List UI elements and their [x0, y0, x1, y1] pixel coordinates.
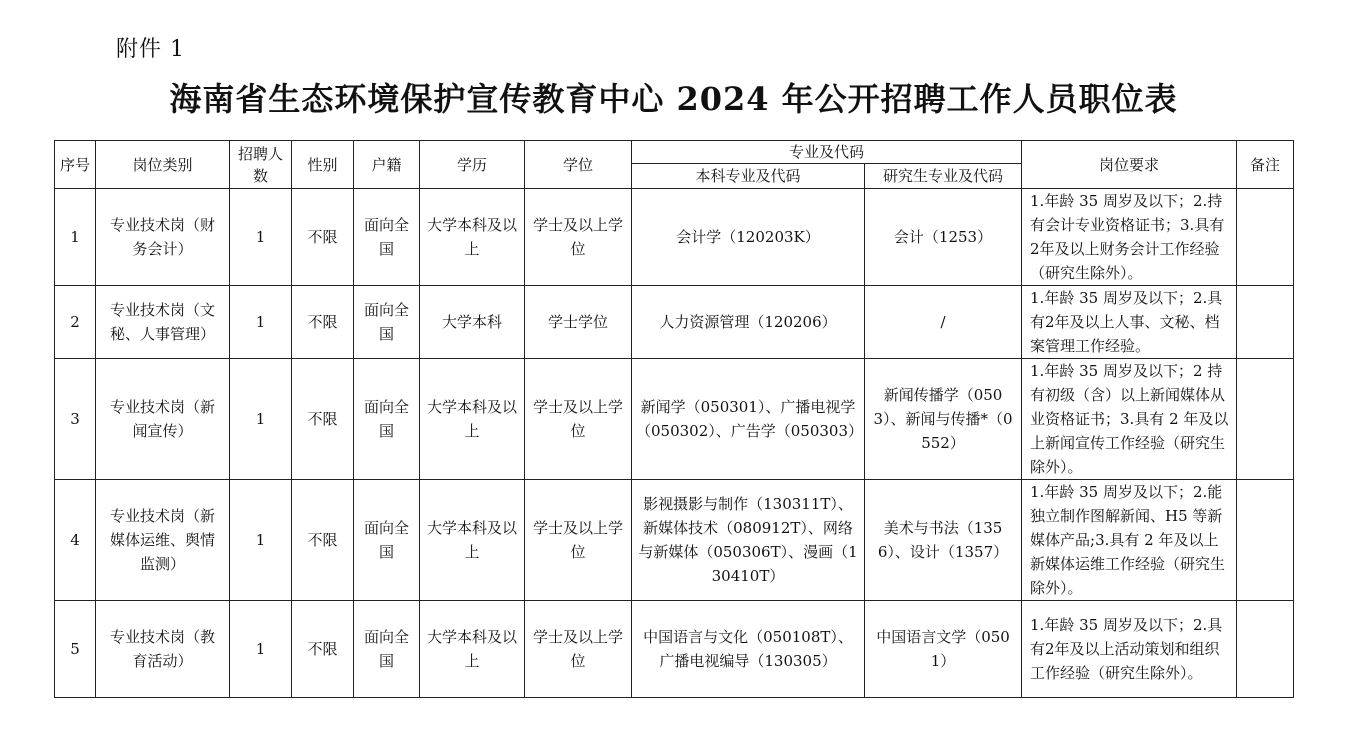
table-row	[55, 480, 1294, 601]
cell-requirements: 1.年龄 35 周岁及以下；2 持有初级（含）以上新闻媒体从业资格证书；3.具有 2 年及以上新闻宣传工作经验（研究生除外）。	[1022, 359, 1237, 480]
table-row	[55, 601, 1294, 698]
header-category: 岗位类别	[96, 141, 230, 189]
cell-gender: 不限	[292, 480, 354, 601]
cell-gender: 不限	[292, 601, 354, 698]
cell-category: 专业技术岗（教育活动）	[96, 601, 230, 698]
cell-notes	[1237, 359, 1294, 480]
cell-notes	[1237, 480, 1294, 601]
cell-seq: 4	[55, 480, 96, 601]
cell-requirements: 1.年龄 35 周岁及以下；2.具有2年及以上活动策划和组织工作经验（研究生除外）。	[1022, 601, 1237, 698]
document-title: 海南省生态环境保护宣传教育中心 2024 年公开招聘工作人员职位表	[169, 80, 1178, 118]
positions-table	[54, 140, 1294, 698]
cell-category: 专业技术岗（新媒体运维、舆情监测）	[96, 480, 230, 601]
header-count: 招聘人数	[230, 141, 292, 189]
cell-count: 1	[230, 359, 292, 480]
table-row	[55, 189, 1294, 286]
cell-gender: 不限	[292, 286, 354, 359]
cell-category: 专业技术岗（文秘、人事管理）	[96, 286, 230, 359]
cell-count: 1	[230, 189, 292, 286]
cell-requirements: 1.年龄 35 周岁及以下；2.具有2年及以上人事、文秘、档案管理工作经验。	[1022, 286, 1237, 359]
table-header-row	[55, 141, 1294, 164]
cell-notes	[1237, 286, 1294, 359]
cell-undergrad-major: 中国语言与文化（050108T）、广播电视编导（130305）	[632, 601, 865, 698]
cell-count: 1	[230, 286, 292, 359]
cell-grad-major: 美术与书法（1356）、设计（1357）	[865, 480, 1022, 601]
table-row	[55, 286, 1294, 359]
cell-grad-major: 新闻传播学（0503）、新闻与传播*（0552）	[865, 359, 1022, 480]
cell-seq: 3	[55, 359, 96, 480]
attachment-label: 附件 1	[116, 37, 185, 62]
cell-category: 专业技术岗（财务会计）	[96, 189, 230, 286]
cell-undergrad-major: 影视摄影与制作（130311T）、新媒体技术（080912T）、网络与新媒体（050306T）、漫画（130410T）	[632, 480, 865, 601]
cell-household: 面向全国	[354, 189, 420, 286]
cell-degree: 学士及以上学位	[525, 601, 632, 698]
cell-count: 1	[230, 480, 292, 601]
cell-education: 大学本科及以上	[420, 189, 525, 286]
header-seq: 序号	[55, 141, 96, 189]
cell-degree: 学士及以上学位	[525, 359, 632, 480]
cell-grad-major: 中国语言文学（0501）	[865, 601, 1022, 698]
header-degree: 学位	[525, 141, 632, 189]
cell-notes	[1237, 601, 1294, 698]
cell-degree: 学士及以上学位	[525, 480, 632, 601]
cell-education: 大学本科及以上	[420, 359, 525, 480]
cell-seq: 1	[55, 189, 96, 286]
cell-gender: 不限	[292, 359, 354, 480]
header-grad-major: 研究生专业及代码	[865, 164, 1022, 189]
cell-count: 1	[230, 601, 292, 698]
cell-household: 面向全国	[354, 359, 420, 480]
table-row	[55, 359, 1294, 480]
cell-household: 面向全国	[354, 601, 420, 698]
cell-seq: 2	[55, 286, 96, 359]
cell-category: 专业技术岗（新闻宣传）	[96, 359, 230, 480]
cell-seq: 5	[55, 601, 96, 698]
header-undergrad-major: 本科专业及代码	[632, 164, 865, 189]
cell-gender: 不限	[292, 189, 354, 286]
header-requirements: 岗位要求	[1022, 141, 1237, 189]
header-education: 学历	[420, 141, 525, 189]
cell-degree: 学士学位	[525, 286, 632, 359]
cell-education: 大学本科及以上	[420, 601, 525, 698]
cell-requirements: 1.年龄 35 周岁及以下；2.能独立制作图解新闻、H5 等新媒体产品;3.具有 2 年及以上新媒体运维工作经验（研究生除外）。	[1022, 480, 1237, 601]
cell-undergrad-major: 会计学（120203K）	[632, 189, 865, 286]
header-major-group: 专业及代码	[632, 141, 1022, 164]
header-notes: 备注	[1237, 141, 1294, 189]
cell-requirements: 1.年龄 35 周岁及以下；2.持有会计专业资格证书；3.具有2年及以上财务会计工作经验（研究生除外）。	[1022, 189, 1237, 286]
cell-notes	[1237, 189, 1294, 286]
cell-education: 大学本科及以上	[420, 480, 525, 601]
header-gender: 性别	[292, 141, 354, 189]
cell-grad-major: 会计（1253）	[865, 189, 1022, 286]
cell-grad-major: /	[865, 286, 1022, 359]
cell-undergrad-major: 人力资源管理（120206）	[632, 286, 865, 359]
cell-household: 面向全国	[354, 480, 420, 601]
cell-degree: 学士及以上学位	[525, 189, 632, 286]
cell-education: 大学本科	[420, 286, 525, 359]
cell-undergrad-major: 新闻学（050301）、广播电视学（050302）、广告学（050303）	[632, 359, 865, 480]
header-household: 户籍	[354, 141, 420, 189]
cell-household: 面向全国	[354, 286, 420, 359]
